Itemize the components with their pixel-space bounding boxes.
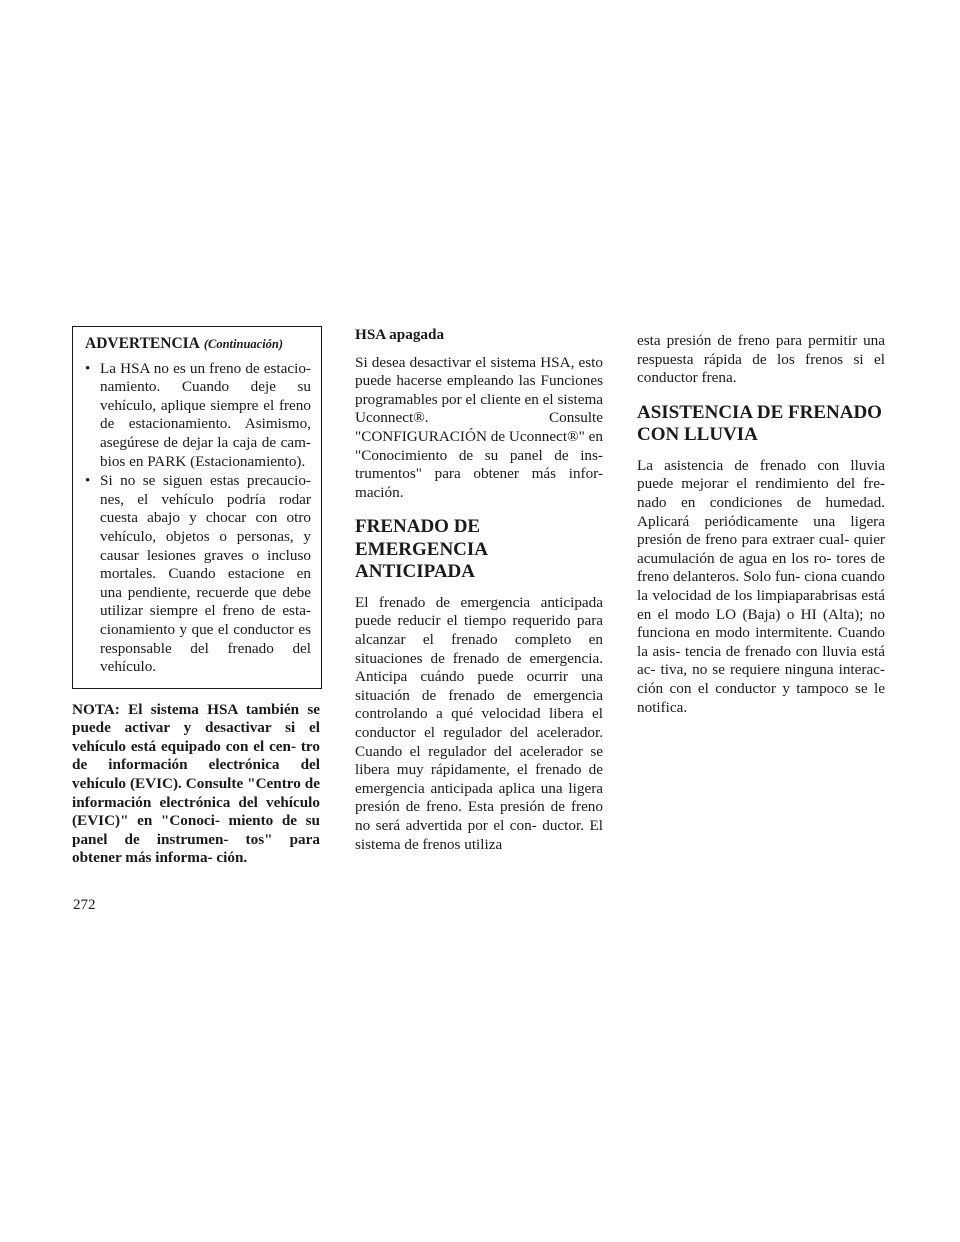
rain-brake-paragraph: La asistencia de frenado con lluvia puede mejorar el rendimiento del fre- nado en condiciones de humedad. Aplicará periódicamente una ligera presión de freno para extraer cual- quier acumulación de agua en los ro- tores de freno delanteros. Solo fun- ciona cuando la velocidad de los limpiaparabrisas está en el modo LO (Baja) o HI (Alta); no funciona en modo intermitente. Cuando la asis- tencia de frenado con lluvia está ac- tiva, no se requiere ninguna interac- ción con el conductor y tampoco se le notifica. xyxy=(637,456,885,716)
warning-bullet-text: Si no se siguen estas precaucio- nes, el vehículo podría rodar cuesta abajo y chocar con otro vehículo, objetos o personas, y causar lesiones graves o incluso mortales. Cuando estacione en una pendiente, recuerde que debe utilizar siempre el freno de esta- cionamiento y que el conductor es responsable del frenado del vehículo. xyxy=(100,472,311,676)
warning-continued: (Continuación) xyxy=(203,337,284,351)
bullet-dot-icon: • xyxy=(85,359,91,377)
note-paragraph: NOTA: El sistema HSA también se puede activar y desactivar si el vehículo está equipado con el cen- tro de información electrónica del vehículo (EVIC). Consulte "Centro de información electrónica del vehículo (EVIC)" en "Conoci- miento de su panel de instrumen- tos" para obtener más informa- ción. xyxy=(72,700,320,867)
warning-box xyxy=(72,326,322,689)
warning-bullet-text: La HSA no es un freno de estacio- namiento. Cuando deje su vehículo, aplique siempre el freno de estacionamiento. Asimismo, asegúrese de dejar la caja de cam- bios en PARK (Estacionamiento). xyxy=(100,359,311,470)
warning-title: ADVERTENCIA xyxy=(85,335,200,352)
left-column xyxy=(72,326,320,868)
emergency-braking-heading: FRENADO DE EMERGENCIA ANTICIPADA xyxy=(355,516,487,583)
emergency-braking-continuation: esta presión de freno para permitir una respuesta rápida de los frenos si el conductor frena. xyxy=(637,332,885,387)
rain-brake-heading: ASISTENCIA DE FRENADO CON LLUVIA xyxy=(637,401,882,446)
emergency-braking-paragraph: El frenado de emergencia anticipada puede reducir el tiempo requerido para alcanzar el frenado completo en situaciones de frenado de emergencia. Anticipa cuándo puede ocurrir una situación de frenado de emergencia controlando a qué velocidad libera el conductor el regulador del acelerador. Cuando el regulador del acelerador se libera muy rápidamente, el frenado de emergencia anticipada aplica una ligera presión de freno. Esta presión de freno no será advertida por el con- ductor. El sistema de frenos utiliza xyxy=(355,593,603,853)
middle-column xyxy=(355,326,603,863)
bullet-dot-icon: • xyxy=(85,472,91,490)
page-number: 272 xyxy=(73,897,96,913)
hsa-off-paragraph: Si desea desactivar el sistema HSA, esto puede hacerse empleando las Funciones programables por el cliente en el sistema Uconnect®. Consulte "CONFIGURACIÓN de Uconnect®" en "Conocimiento de su panel de ins- trumentos" para obtener más infor- mación. xyxy=(355,353,603,501)
hsa-off-heading: HSA apagada xyxy=(355,326,445,343)
right-column xyxy=(637,332,885,726)
warning-bullet xyxy=(83,360,311,472)
warning-header xyxy=(85,335,311,354)
warning-bullet xyxy=(83,472,311,677)
